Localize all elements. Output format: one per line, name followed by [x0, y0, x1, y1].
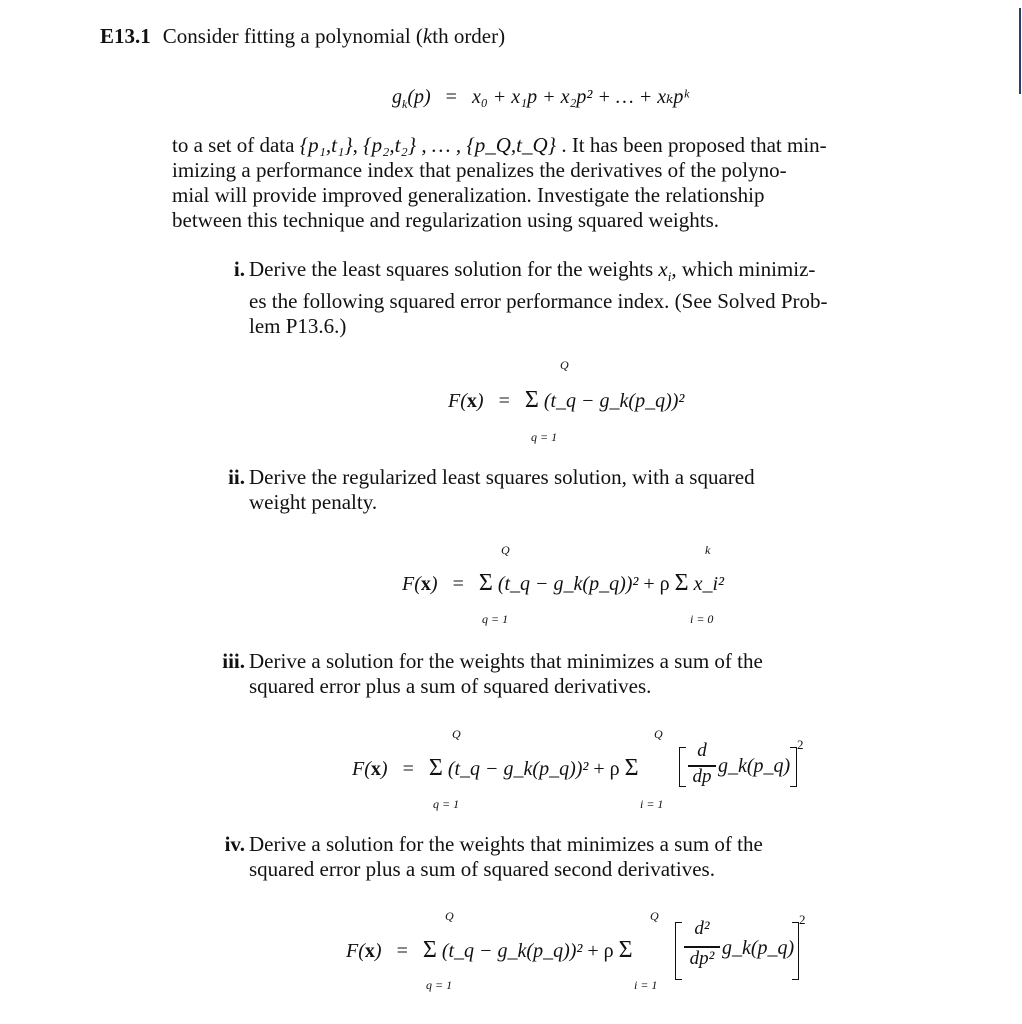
item-numeral: i. — [233, 257, 245, 281]
exercise-intro: Consider fitting a polynomial (kth order) — [162, 24, 506, 48]
sum-lower-limit: q = 1 — [531, 430, 558, 444]
left-bracket — [675, 922, 682, 980]
sum-upper-limit: Q — [560, 358, 569, 372]
g-of-p: g_k(p_q) — [722, 937, 795, 959]
equation-iii: F(x) = Σ (t_q − g_k(p_q))² + ρ Σ — [352, 755, 639, 781]
sum-lower-limit: q = 1 — [433, 797, 460, 811]
right-bracket — [792, 922, 799, 980]
sum-symbol: Σ — [428, 755, 443, 781]
derivative-denominator: dp — [692, 766, 712, 787]
sum-lower-limit: i = 0 — [690, 612, 714, 626]
item-i: i. Derive the least squares solution for the weights $x_i$, which minimiz- es the following squared error performance index. (See Solved Prob- lem P13.6.) — [200, 257, 980, 339]
sum-symbol: Σ — [422, 937, 437, 963]
power-two: 2 — [797, 737, 804, 752]
sum-lower-limit: i = 1 — [634, 978, 658, 992]
g-of-p: g_k(p_q) — [718, 755, 791, 777]
item-iv: iv. Derive a solution for the weights that minimizes a sum of the squared error plus a sum of squared second derivatives. — [200, 832, 980, 882]
sum-symbol: Σ — [674, 570, 689, 596]
polynomial-equation: $g_k(p) = x_0 + x_1p + x_2p^2$ + … + xₖpᵏ — [392, 86, 689, 111]
second-derivative-numerator: d² — [694, 918, 710, 939]
sum-symbol: Σ — [624, 755, 639, 781]
sum-upper-limit: Q — [650, 909, 659, 923]
item-numeral: iii. — [222, 649, 245, 673]
sum-upper-limit: Q — [501, 543, 510, 557]
sum-lower-limit: q = 1 — [482, 612, 509, 626]
sum-symbol: Σ — [524, 387, 539, 413]
equation-iv: F(x) = Σ (t_q − g_k(p_q))² + ρ Σ — [346, 937, 633, 963]
item-numeral: ii. — [228, 465, 245, 489]
sum-upper-limit: k — [705, 543, 711, 557]
left-bracket — [679, 747, 686, 787]
sum-upper-limit: Q — [452, 727, 461, 741]
page-edge-marker — [1019, 8, 1021, 94]
data-set: {p₁,t₁}, {p₂,t₂} , … , {p_Q,t_Q} — [299, 133, 557, 157]
derivative-numerator: d — [697, 740, 707, 761]
sum-upper-limit: Q — [445, 909, 454, 923]
exercise-number: E13.1 — [100, 24, 151, 48]
sum-symbol: Σ — [478, 570, 493, 596]
sum-lower-limit: i = 1 — [640, 797, 664, 811]
equation-ii: F(x) = Σ (t_q − g_k(p_q))² + ρ Σ x_i² — [402, 570, 725, 596]
exercise-heading — [100, 24, 505, 49]
body-paragraph: to a set of data {p₁,t₁}, {p₂,t₂} , … , {p_Q,t_Q} . It has been proposed that min- imizing a performance index that penalizes the derivatives of the polyno- mial will provide improved generalization. Investigate the relationship between this technique and regularization using squared weights. — [172, 133, 827, 232]
item-iii: iii. Derive a solution for the weights that minimizes a sum of the squared error plus a sum of squared derivatives. — [200, 649, 980, 699]
item-numeral: iv. — [224, 832, 245, 856]
sum-upper-limit: Q — [654, 727, 663, 741]
item-ii: ii. Derive the regularized least squares solution, with a squared weight penalty. — [200, 465, 980, 515]
equation-i: F(x) = Σ (t_q − g_k(p_q))² — [448, 387, 685, 413]
sum-lower-limit: q = 1 — [426, 978, 453, 992]
second-derivative-denominator: dp² — [689, 948, 715, 969]
right-bracket — [790, 747, 797, 787]
sum-symbol: Σ — [618, 937, 633, 963]
power-two: 2 — [799, 912, 806, 927]
